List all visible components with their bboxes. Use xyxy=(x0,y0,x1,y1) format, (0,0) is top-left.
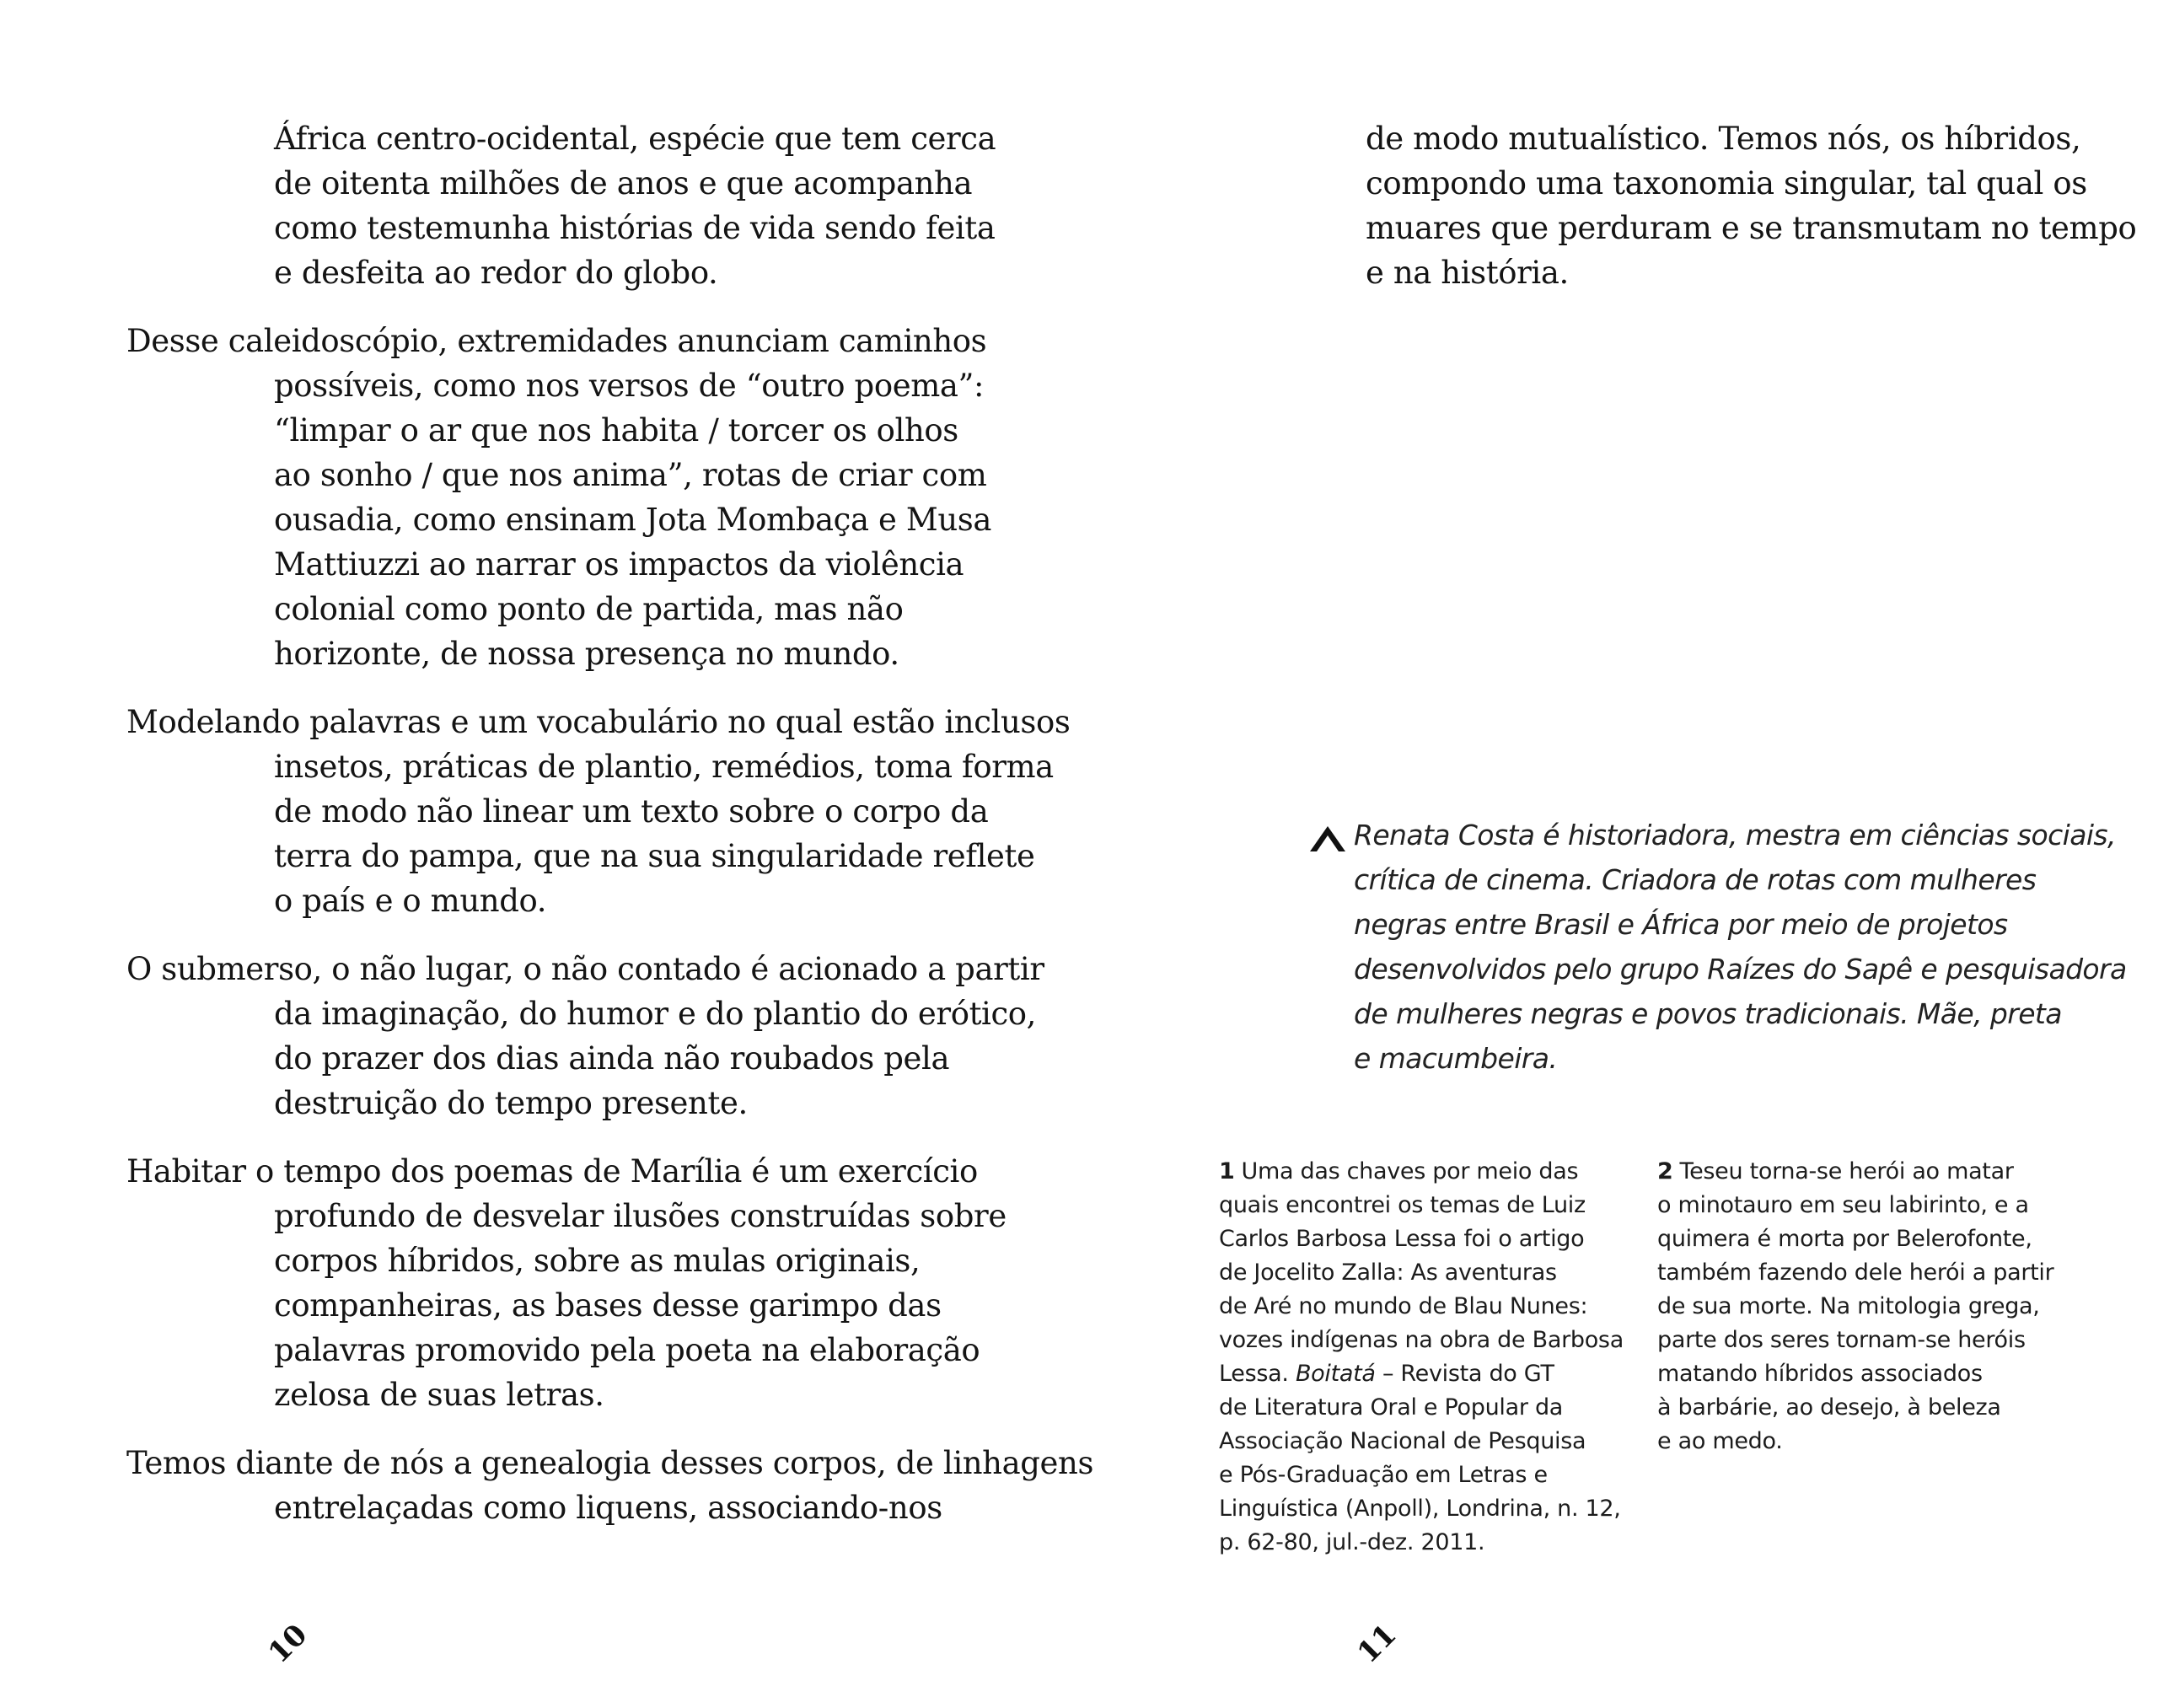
text-line: ao sonho / que nos anima”, rotas de criar com xyxy=(274,457,987,493)
right-page xyxy=(1079,0,2158,1708)
footnote-line: à barbárie, ao desejo, à beleza xyxy=(1657,1394,2001,1421)
paragraph-continuation xyxy=(126,116,996,295)
text-line: muares que perduram e se transmutam no tempo xyxy=(1366,210,2137,246)
footnote-line: Carlos Barbosa Lessa foi o artigo xyxy=(1219,1226,1585,1252)
footnote-line: matando híbridos associados xyxy=(1657,1361,1983,1387)
footnote-2 xyxy=(1657,1155,2062,1458)
paragraph xyxy=(126,700,1071,923)
text-line: da imaginação, do humor e do plantio do erótico, xyxy=(274,996,1037,1032)
page-number: 11 xyxy=(1350,1618,1404,1670)
footnote-number: 1 xyxy=(1219,1158,1235,1184)
text-line: zelosa de suas letras. xyxy=(274,1377,604,1413)
left-body-text xyxy=(126,116,1094,1554)
text-line: insetos, práticas de plantio, remédios, toma forma xyxy=(274,749,1054,785)
text-line: do prazer dos dias ainda não roubados pela xyxy=(274,1040,950,1077)
text-line: e na história. xyxy=(1366,255,1569,291)
bio-line: negras entre Brasil e África por meio de projetos xyxy=(1354,908,2008,941)
footnote-line xyxy=(1219,1357,1624,1391)
text-line: O submerso, o não lugar, o não contado é acionado a partir xyxy=(126,951,1044,987)
text-line: corpos híbridos, sobre as mulas originais, xyxy=(274,1243,921,1279)
text-line: horizonte, de nossa presença no mundo. xyxy=(274,636,899,672)
text-line: como testemunha histórias de vida sendo feita xyxy=(274,210,996,246)
text-line: entrelaçadas como liquens, associando-nos xyxy=(274,1490,942,1526)
footnote-line: Associação Nacional de Pesquisa xyxy=(1219,1428,1586,1454)
footnote-line: quais encontrei os temas de Luiz xyxy=(1219,1192,1586,1218)
text-line: de modo não linear um texto sobre o corpo da xyxy=(274,793,989,830)
text-line: Temos diante de nós a genealogia desses corpos, de linhagens xyxy=(126,1445,1094,1481)
text-line: “limpar o ar que nos habita / torcer os olhos xyxy=(274,412,958,448)
text-line: destruição do tempo presente. xyxy=(274,1085,748,1121)
journal-title: Boitatá xyxy=(1295,1361,1376,1387)
footnote-line: também fazendo dele herói a partir xyxy=(1657,1260,2054,1286)
text-line: de modo mutualístico. Temos nós, os híbridos, xyxy=(1366,121,2081,157)
bio-line: Renata Costa é historiadora, mestra em ciências sociais, xyxy=(1354,819,2116,851)
text-line: colonial como ponto de partida, mas não xyxy=(274,591,904,627)
text-line: Desse caleidoscópio, extremidades anunciam caminhos xyxy=(126,323,987,359)
footnote-line xyxy=(1657,1155,2062,1189)
text-line: profundo de desvelar ilusões construídas sobre xyxy=(274,1198,1007,1234)
footnote-line: de Literatura Oral e Popular da xyxy=(1219,1394,1564,1421)
footnote-line: p. 62-80, jul.-dez. 2011. xyxy=(1219,1529,1485,1555)
bio-line: crítica de cinema. Criadora de rotas com mulheres xyxy=(1354,863,2037,896)
text-line: palavras promovido pela poeta na elaboração xyxy=(274,1332,980,1368)
footnote-line: de Jocelito Zalla: As aventuras xyxy=(1219,1260,1557,1286)
footnote-line: de Aré no mundo de Blau Nunes: xyxy=(1219,1293,1588,1319)
text-line: possíveis, como nos versos de “outro poema”: xyxy=(274,368,985,404)
footnote-number: 2 xyxy=(1657,1158,1673,1184)
text-line: e desfeita ao redor do globo. xyxy=(274,255,718,291)
footnote-line: de sua morte. Na mitologia grega, xyxy=(1657,1293,2040,1319)
text-line: Habitar o tempo dos poemas de Marília é um exercício xyxy=(126,1153,978,1190)
text-line: ousadia, como ensinam Jota Mombaça e Musa xyxy=(274,502,992,538)
text-line: companheiras, as bases desse garimpo das xyxy=(274,1287,942,1324)
footnote-line xyxy=(1219,1155,1624,1189)
footnote-line: e Pós-Graduação em Letras e xyxy=(1219,1462,1548,1488)
text-line: o país e o mundo. xyxy=(274,883,547,919)
footnote-line: vozes indígenas na obra de Barbosa xyxy=(1219,1327,1624,1353)
bio-line: desenvolvidos pelo grupo Raízes do Sapê e pesquisadora xyxy=(1354,953,2127,986)
footnote-line: Linguística (Anpoll), Londrina, n. 12, xyxy=(1219,1496,1621,1522)
footnote-line: quimera é morta por Belerofonte, xyxy=(1657,1226,2032,1252)
footnote-1 xyxy=(1219,1155,1624,1560)
text-line: Mattiuzzi ao narrar os impactos da violência xyxy=(274,546,964,583)
text-line: África centro-ocidental, espécie que tem cerca xyxy=(274,121,996,157)
footnote-line: e ao medo. xyxy=(1657,1428,1783,1454)
footnote-line: o minotauro em seu labirinto, e a xyxy=(1657,1192,2029,1218)
paragraph xyxy=(126,319,992,676)
text-line: Modelando palavras e um vocabulário no qual estão inclusos xyxy=(126,704,1071,740)
bio-line: de mulheres negras e povos tradicionais. Mãe, preta xyxy=(1354,997,2062,1030)
paragraph-continuation xyxy=(1366,116,2137,295)
footnote-text: Lessa. xyxy=(1219,1361,1296,1387)
chevron-up-icon xyxy=(1308,821,1347,855)
bio-line: e macumbeira. xyxy=(1354,1042,1558,1075)
paragraph xyxy=(126,1149,1007,1417)
text-line: de oitenta milhões de anos e que acompanha xyxy=(274,165,973,201)
footnote-text: Teseu torna-se herói ao matar xyxy=(1679,1158,2014,1184)
footnote-text: – Revista do GT xyxy=(1375,1361,1554,1387)
text-line: compondo uma taxonomia singular, tal qual os xyxy=(1366,165,2087,201)
page-number: 10 xyxy=(261,1618,314,1670)
paragraph xyxy=(126,947,1044,1125)
right-body-text xyxy=(1366,116,2137,319)
text-line: terra do pampa, que na sua singularidade reflete xyxy=(274,838,1035,874)
footnote-text: Uma das chaves por meio das xyxy=(1241,1158,1579,1184)
paragraph xyxy=(126,1441,1094,1530)
bio-text xyxy=(1354,813,2127,1081)
footnote-line: parte dos seres tornam-se heróis xyxy=(1657,1327,2026,1353)
